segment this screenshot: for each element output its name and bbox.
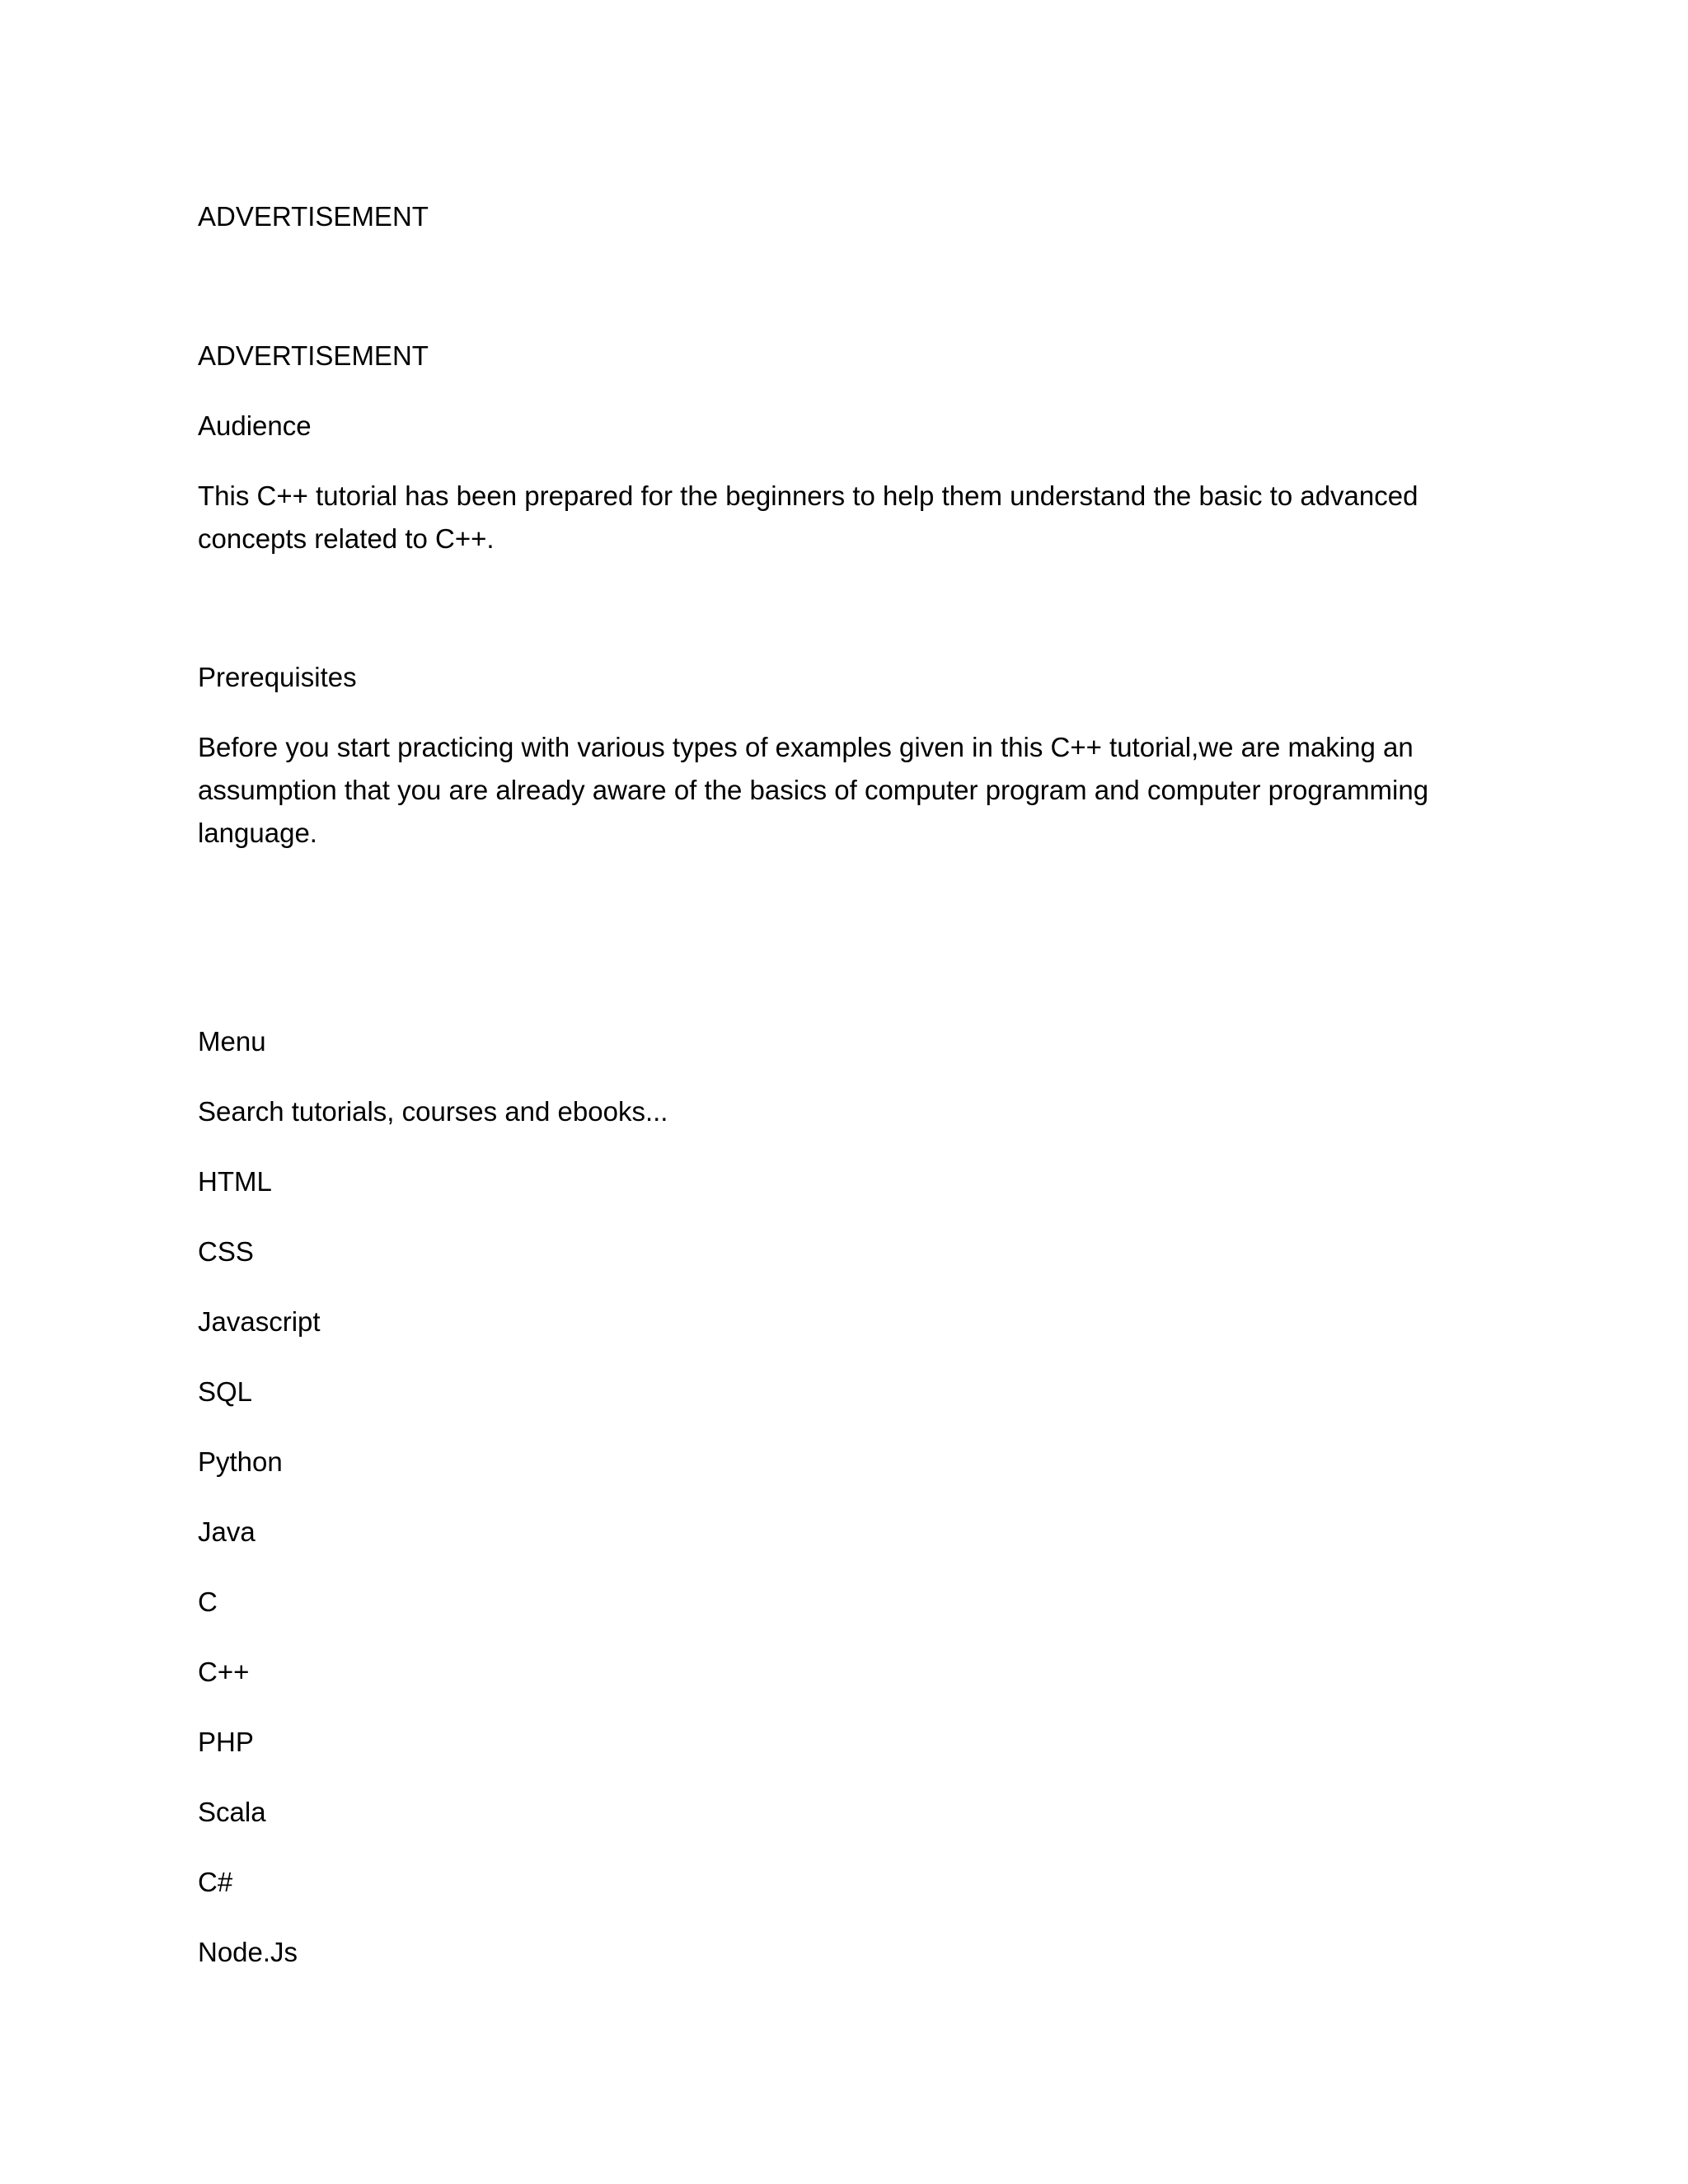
- prerequisites-line-2: assumption that you are already aware of the basics of computer program and computer programming: [198, 775, 1429, 805]
- audience-line-1: This C++ tutorial has been prepared for the beginners to help them understand the basic to advanced: [198, 480, 1418, 511]
- prerequisites-line-1: Before you start practicing with various types of examples given in this C++ tutorial,we are making an: [198, 732, 1414, 762]
- menu-item-java[interactable]: Java: [198, 1516, 256, 1547]
- prerequisites-line-3: language.: [198, 818, 317, 848]
- advertisement-label-2: ADVERTISEMENT: [198, 340, 429, 371]
- menu-item-html[interactable]: HTML: [198, 1166, 272, 1197]
- menu-item-sql[interactable]: SQL: [198, 1376, 253, 1407]
- menu-label[interactable]: Menu: [198, 1026, 266, 1057]
- document-page: [198, 0, 1484, 2184]
- menu-item-csharp[interactable]: C#: [198, 1867, 233, 1897]
- menu-item-c[interactable]: C: [198, 1586, 218, 1617]
- audience-paragraph: [198, 475, 1484, 560]
- prerequisites-heading: Prerequisites: [198, 662, 357, 692]
- menu-item-cpp[interactable]: C++: [198, 1657, 250, 1687]
- audience-heading: Audience: [198, 410, 312, 441]
- menu-item-css[interactable]: CSS: [198, 1236, 254, 1267]
- advertisement-label-1: ADVERTISEMENT: [198, 201, 429, 232]
- search-input[interactable]: Search tutorials, courses and ebooks...: [198, 1096, 668, 1127]
- audience-line-2: concepts related to C++.: [198, 523, 495, 554]
- prerequisites-paragraph: [198, 726, 1484, 855]
- menu-item-scala[interactable]: Scala: [198, 1797, 266, 1827]
- menu-item-nodejs[interactable]: Node.Js: [198, 1937, 298, 1967]
- menu-item-php[interactable]: PHP: [198, 1727, 254, 1757]
- menu-item-python[interactable]: Python: [198, 1446, 283, 1477]
- menu-item-javascript[interactable]: Javascript: [198, 1306, 321, 1337]
